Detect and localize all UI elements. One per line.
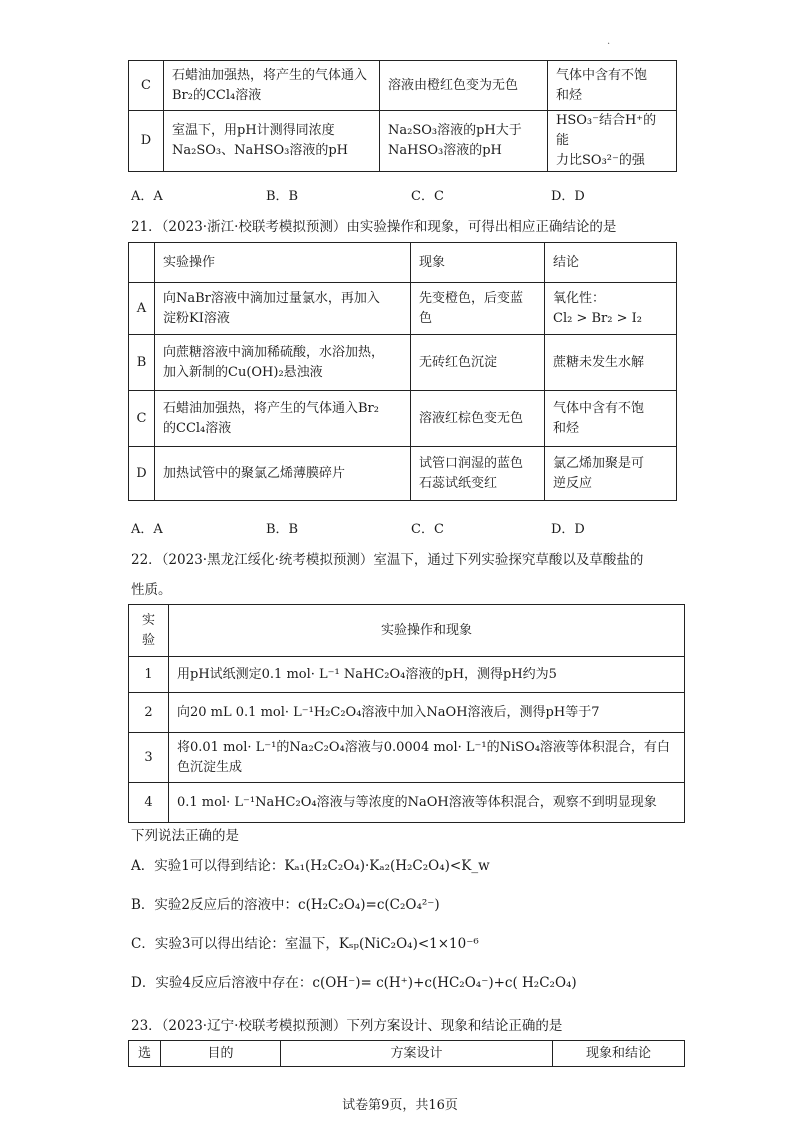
- conclusion-cell: [548, 61, 677, 111]
- phenomenon-line: Na₂SO₃溶液的pH大于: [388, 123, 522, 138]
- operation-line: 石蜡油加强热，将产生的气体通入Br₂的CCl₄溶液: [172, 67, 368, 103]
- conclusion-line: Cl₂ > Br₂ > I₂: [553, 310, 642, 326]
- operation-line: 室温下，用pH计测得同浓度: [172, 123, 335, 138]
- phenomenon-cell: [411, 447, 545, 501]
- phenomenon-line: 试管口润湿的蓝色: [419, 455, 524, 471]
- table-row: [129, 733, 685, 783]
- conclusion-line: 气体中含有不饱: [553, 400, 645, 416]
- phenomenon-line: NaHSO₃溶液的pH: [388, 143, 502, 158]
- conclusion-cell: [548, 111, 677, 172]
- corner-dot: .: [607, 36, 611, 47]
- phenomenon-line: 溶液由橙红色变为无色: [388, 77, 519, 93]
- row-label: B: [129, 335, 155, 391]
- option-b[interactable]: B．B: [266, 189, 299, 204]
- q22-after-text: 下列说法正确的是: [131, 828, 239, 844]
- header-purpose: 目的: [161, 1041, 281, 1067]
- operation-cell: [164, 61, 380, 111]
- experiment-text: 向20 mL 0.1 mol· L⁻¹H₂C₂O₄溶液中加入NaOH溶液后，测得pH等于7: [169, 693, 685, 733]
- q21-table: [128, 242, 677, 501]
- experiment-line: 色沉淀生成: [177, 759, 243, 775]
- header-design: 方案设计: [281, 1041, 553, 1067]
- phenomenon-cell: [380, 111, 548, 172]
- operation-cell: 加热试管中的聚氯乙烯薄膜碎片: [155, 447, 411, 501]
- experiment-text: [169, 733, 685, 783]
- header-phenomenon: 现象: [411, 243, 545, 283]
- experiment-number: 2: [129, 693, 169, 733]
- conclusion-line: 逆反应: [553, 475, 593, 491]
- option-b[interactable]: B．B: [266, 522, 299, 537]
- table-row: [129, 693, 685, 733]
- phenomenon-cell: [380, 61, 548, 111]
- table-row: [129, 783, 685, 823]
- header-line: 验: [141, 632, 155, 648]
- table-row: [129, 335, 677, 391]
- conclusion-line: 氧化性：: [553, 290, 606, 306]
- operation-line: 淀粉KI溶液: [163, 310, 230, 326]
- operation-line: 向NaBr溶液中滴加过量氯水，再加入: [163, 290, 380, 306]
- q21-stem: 21．（2023·浙江·校联考模拟预测）由实验操作和现象，可得出相应正确结论的是: [131, 219, 617, 235]
- header-experiment: [129, 605, 169, 657]
- experiment-number: 1: [129, 657, 169, 693]
- conclusion-cell: [545, 283, 677, 335]
- operation-cell: [164, 111, 380, 172]
- experiment-number: 4: [129, 783, 169, 823]
- q22-option-b[interactable]: B．实验2反应后的溶液中：c(H₂C₂O₄)=c(C₂O₄²⁻): [131, 897, 440, 913]
- row-label: D: [129, 447, 155, 501]
- table-header-row: [129, 1041, 685, 1067]
- operation-line: 的CCl₄溶液: [163, 420, 232, 436]
- conclusion-cell: 蔗糖未发生水解: [545, 335, 677, 391]
- table-header-row: [129, 605, 685, 657]
- table-row: [129, 61, 677, 111]
- conclusion-line: 氯乙烯加聚是可: [553, 455, 645, 471]
- experiment-text: 用pH试纸测定0.1 mol· L⁻¹ NaHC₂O₄溶液的pH，测得pH约为5: [169, 657, 685, 693]
- q22-option-c[interactable]: C．实验3可以得出结论：室温下，Kₛₚ(NiC₂O₄)<1×10⁻⁶: [131, 936, 479, 952]
- header-empty: [129, 243, 155, 283]
- operation-line: 向蔗糖溶液中滴加稀硫酸，水浴加热，: [163, 344, 385, 360]
- conclusion-line: HSO₃⁻结合H⁺的能: [556, 113, 657, 148]
- option-d[interactable]: D．D: [551, 522, 585, 537]
- header-line: 实: [141, 612, 155, 628]
- operation-line: Na₂SO₃、NaHSO₃溶液的pH: [172, 143, 349, 158]
- q23-stem: 23．（2023·辽宁·校联考模拟预测）下列方案设计、现象和结论正确的是: [131, 1018, 563, 1034]
- row-label: C: [129, 61, 164, 111]
- row-label: A: [129, 283, 155, 335]
- table-row: [129, 391, 677, 447]
- option-c[interactable]: C．C: [411, 522, 444, 537]
- table-row: [129, 447, 677, 501]
- row-label: C: [129, 391, 155, 447]
- phenomenon-cell: 无砖红色沉淀: [411, 335, 545, 391]
- operation-cell: [155, 283, 411, 335]
- option-c[interactable]: C．C: [411, 189, 444, 204]
- table-header-row: [129, 243, 677, 283]
- conclusion-line: 和烃: [556, 87, 583, 103]
- phenomenon-line: 石蕊试纸变红: [419, 475, 498, 491]
- q22-stem-line-1: 22．（2023·黑龙江绥化·统考模拟预测）室温下，通过下列实验探究草酸以及草酸盐的: [131, 552, 644, 568]
- q23-table: [128, 1040, 685, 1067]
- phenomenon-line: 先变橙色，后变蓝: [419, 290, 524, 306]
- operation-cell: [155, 391, 411, 447]
- conclusion-line: 力比SO₃²⁻的强: [556, 153, 645, 168]
- table-row: [129, 657, 685, 693]
- conclusion-line: 气体中含有不饱: [556, 67, 648, 83]
- header-conclusion: 结论: [545, 243, 677, 283]
- phenomenon-line: 色: [419, 310, 433, 326]
- q22-stem-line-2: 性质。: [131, 582, 172, 598]
- operation-line: 加入新制的Cu(OH)₂悬浊液: [163, 364, 323, 380]
- header-result: 现象和结论: [553, 1041, 685, 1067]
- q22-table: [128, 604, 685, 823]
- option-a[interactable]: A．A: [131, 522, 163, 537]
- phenomenon-cell: 溶液红棕色变无色: [411, 391, 545, 447]
- header-operation: 实验操作和现象: [169, 605, 685, 657]
- conclusion-cell: [545, 447, 677, 501]
- page-footer: 试卷第9页，共16页: [342, 1098, 458, 1113]
- experiment-line: 将0.01 mol· L⁻¹的Na₂C₂O₄溶液与0.0004 mol· L⁻¹的NiSO₄溶液等体积混合，有白: [177, 739, 670, 755]
- table-row: [129, 283, 677, 335]
- conclusion-cell: [545, 391, 677, 447]
- q20-table-continued: [128, 60, 677, 172]
- row-label: D: [129, 111, 164, 172]
- q22-option-d[interactable]: D．实验4反应后溶液中存在：c(OH⁻)= c(H⁺)+c(HC₂O₄⁻)+c( H₂C₂O₄): [131, 975, 577, 991]
- conclusion-line: 和烃: [553, 420, 580, 436]
- phenomenon-cell: [411, 283, 545, 335]
- operation-line: 石蜡油加强热，将产生的气体通入Br₂: [163, 400, 379, 416]
- operation-cell: [155, 335, 411, 391]
- option-d[interactable]: D．D: [551, 189, 585, 204]
- header-option: 选: [129, 1041, 161, 1067]
- q22-option-a[interactable]: A．实验1可以得到结论：Kₐ₁(H₂C₂O₄)·Kₐ₂(H₂C₂O₄)<K_w: [131, 858, 490, 874]
- experiment-text: 0.1 mol· L⁻¹NaHC₂O₄溶液与等浓度的NaOH溶液等体积混合，观察不到明显现象: [169, 783, 685, 823]
- option-a[interactable]: A．A: [131, 189, 163, 204]
- table-row: [129, 111, 677, 172]
- experiment-number: 3: [129, 733, 169, 783]
- header-operation: 实验操作: [155, 243, 411, 283]
